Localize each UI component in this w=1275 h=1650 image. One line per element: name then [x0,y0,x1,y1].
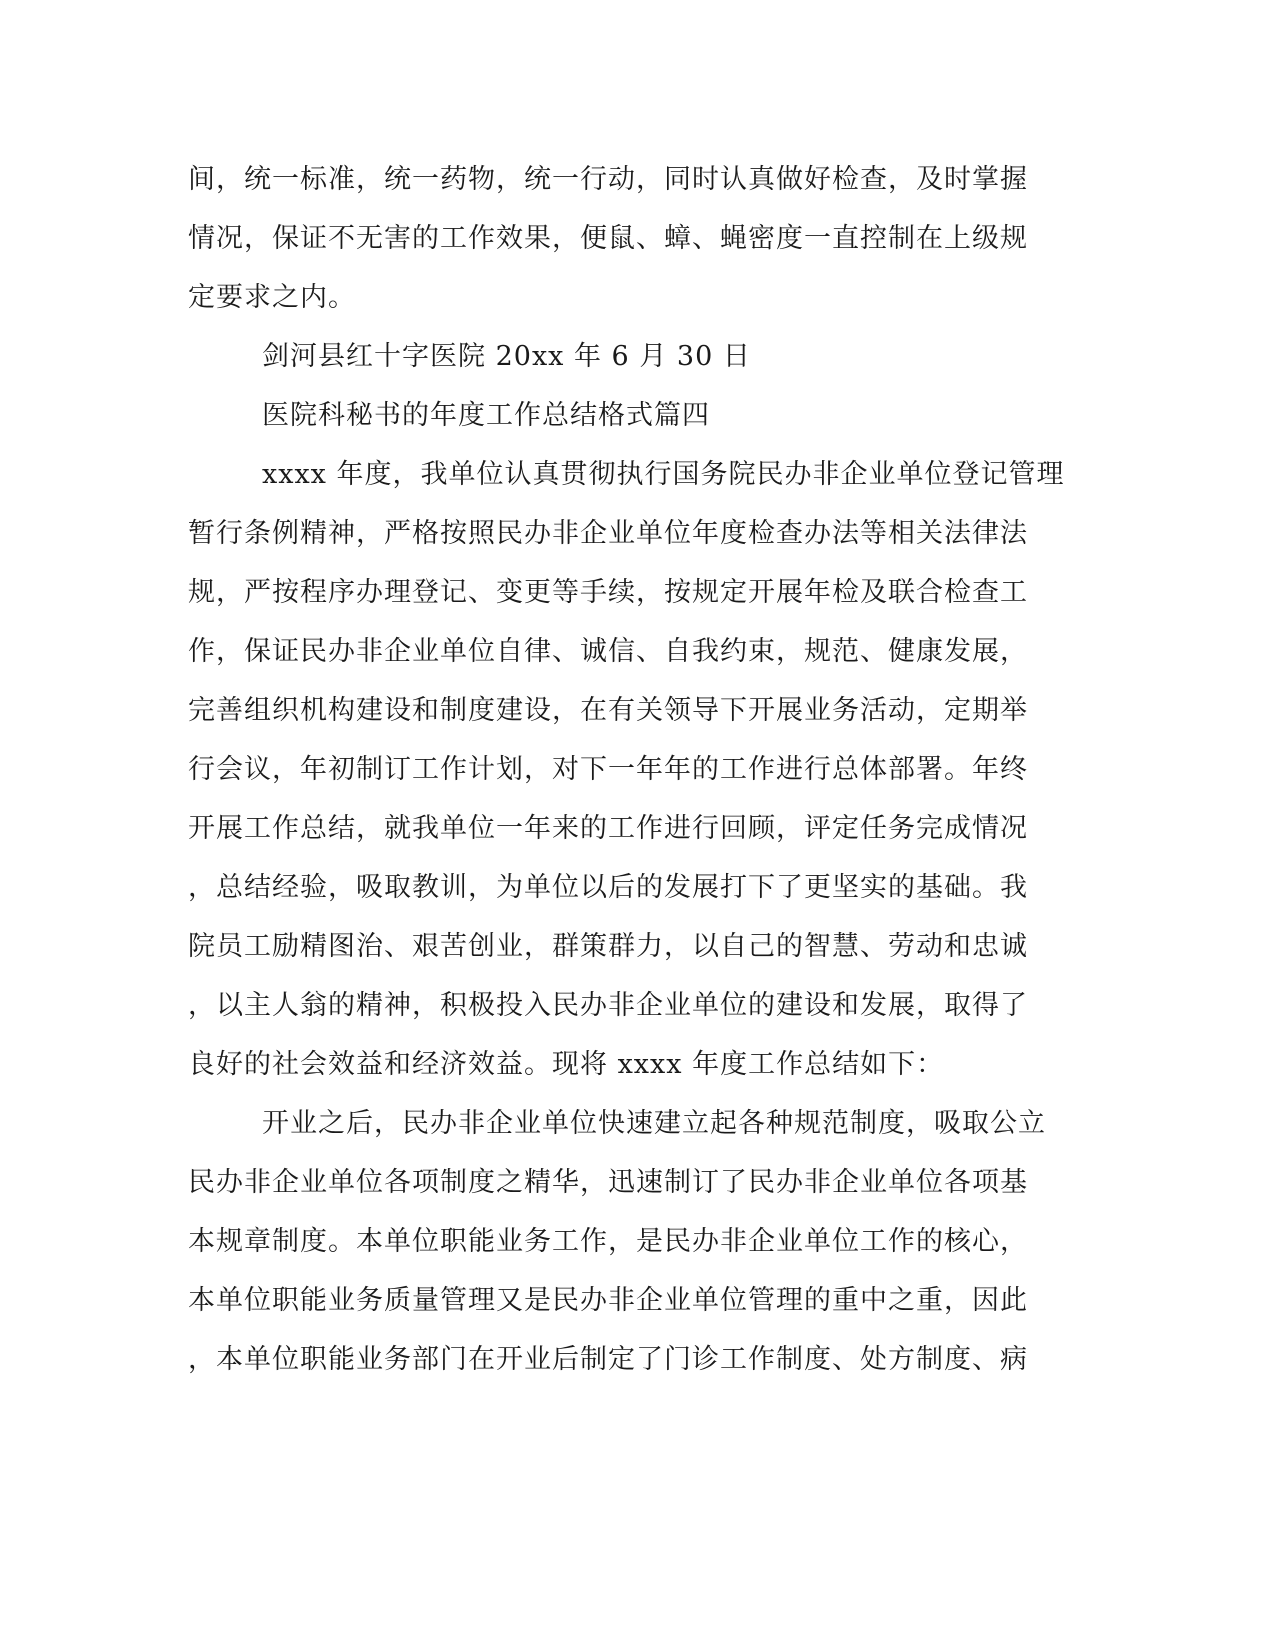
paragraph-line: 行会议，年初制订工作计划，对下一年年的工作进行总体部署。年终 [188,754,1028,785]
paragraph-line: 完善组织机构建设和制度建设，在有关领导下开展业务活动，定期举 [188,695,1028,726]
paragraph-line: 院员工励精图治、艰苦创业，群策群力，以自己的智慧、劳动和忠诚 [188,931,1028,962]
paragraph-line: ，总结经验，吸取教训，为单位以后的发展打下了更坚实的基础。我 [188,872,1028,903]
paragraph-line: xxxx 年度，我单位认真贯彻执行国务院民办非企业单位登记管理 [262,459,1065,490]
paragraph-line: 开展工作总结，就我单位一年来的工作进行回顾，评定任务完成情况 [188,813,1028,844]
paragraph-line: 良好的社会效益和经济效益。现将 xxxx 年度工作总结如下： [188,1049,945,1080]
paragraph-line: 开业之后，民办非企业单位快速建立起各种规范制度，吸取公立 [262,1108,1046,1139]
paragraph-line: 本规章制度。本单位职能业务工作，是民办非企业单位工作的核心， [188,1226,1028,1257]
paragraph-line: 本单位职能业务质量管理又是民办非企业单位管理的重中之重，因此 [188,1285,1028,1316]
paragraph-line: 规，严按程序办理登记、变更等手续，按规定开展年检及联合检查工 [188,577,1028,608]
paragraph-line: 作，保证民办非企业单位自律、诚信、自我约束，规范、健康发展， [188,636,1028,667]
paragraph-line: 暂行条例精神，严格按照民办非企业单位年度检查办法等相关法律法 [188,518,1028,549]
paragraph-line: ，以主人翁的精神，积极投入民办非企业单位的建设和发展，取得了 [188,990,1028,1021]
paragraph-line: ，本单位职能业务部门在开业后制定了门诊工作制度、处方制度、病 [188,1344,1028,1375]
section-heading: 医院科秘书的年度工作总结格式篇四 [262,400,710,431]
paragraph-line: 间，统一标准，统一药物，统一行动，同时认真做好检查，及时掌握 [188,164,1028,195]
paragraph-line: 定要求之内。 [188,282,356,313]
paragraph-line: 情况，保证不无害的工作效果，便鼠、蟑、蝇密度一直控制在上级规 [188,223,1028,254]
signature-line: 剑河县红十字医院 20xx 年 6 月 30 日 [262,341,751,372]
paragraph-line: 民办非企业单位各项制度之精华，迅速制订了民办非企业单位各项基 [188,1167,1028,1198]
